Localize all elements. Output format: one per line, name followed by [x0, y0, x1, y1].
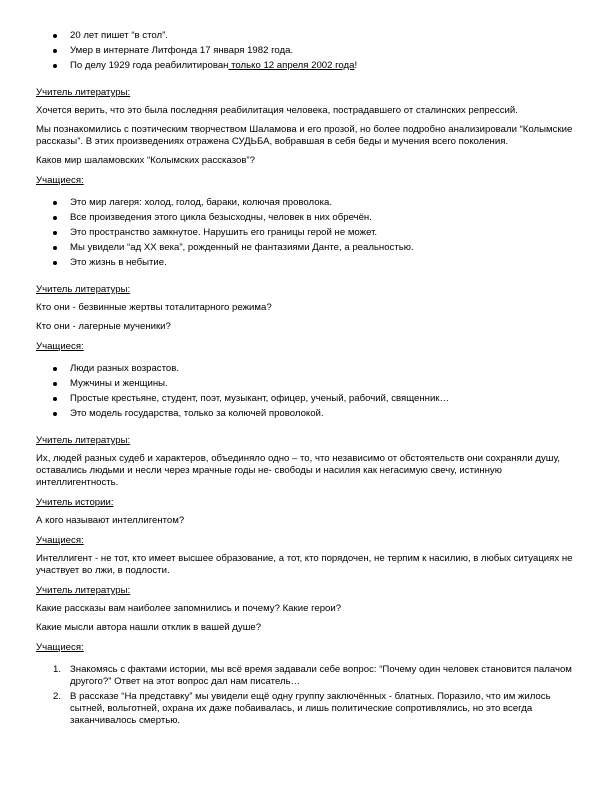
item-number: 1. [53, 664, 62, 675]
paragraph: Интеллигент - не тот, кто имеет высшее образование, а тот, кто порядочен, не терпим к насилию, в любых ситуациях не участвует во лжи, в подлости. [36, 553, 573, 576]
speaker-heading: Учитель литературы: [36, 87, 131, 98]
paragraph: Какие рассказы вам наиболее запомнились и почему? Какие герои? [36, 603, 342, 614]
list-item: Это модель государства, только за колючей проволокой. [36, 408, 576, 420]
rehab-date: только 12 апреля 2002 года [228, 60, 355, 71]
speaker-heading: Учащиеся: [36, 175, 84, 186]
speaker-heading: Учащиеся: [36, 341, 84, 352]
speaker-heading: Учитель литературы: [36, 585, 131, 596]
paragraph: Кто они - лагерные мученики? [36, 321, 171, 332]
students-bullet-list [36, 197, 576, 269]
paragraph: Мы познакомились с поэтическим творчеством Шаламова и его прозой, но более подробно анализировали “Колымские рассказы”. В этих произведениях отражена СУДЬБА, вобравшая в себя беды и мучения всего поколения. [36, 124, 573, 147]
paragraph: Каков мир шаламовских “Колымских рассказов”? [36, 155, 255, 166]
list-item: Умер в интернате Литфонда 17 января 1982 года. [36, 45, 576, 57]
speaker-heading: Учащиеся: [36, 642, 84, 653]
list-item [36, 664, 576, 688]
item-number: 2. [53, 691, 62, 702]
speaker-heading: Учитель литературы: [36, 435, 131, 446]
item-text: Знакомясь с фактами истории, мы всё время задавали себе вопрос: “Почему один человек становится палачом другого?” Ответ на этот вопрос дал нам писатель… [70, 664, 572, 687]
speaker-heading: Учитель истории: [36, 497, 114, 508]
list-item [36, 691, 576, 727]
list-item: Это жизнь в небытие. [36, 257, 576, 269]
speaker-heading: Учитель литературы: [36, 284, 131, 295]
paragraph: Хочется верить, что это была последняя реабилитация человека, пострадавшего от сталинских репрессий. [36, 105, 518, 116]
document-body [36, 30, 576, 730]
paragraph: Какие мысли автора нашли отклик в вашей душе? [36, 622, 262, 633]
list-item: Это пространство замкнутое. Нарушить его границы герой не может. [36, 227, 576, 239]
list-item: Все произведения этого цикла безысходны, человек в них обречён. [36, 212, 576, 224]
paragraph: А кого называют интеллигентом? [36, 515, 185, 526]
intro-bullet-list [36, 30, 576, 72]
rehab-text: По делу 1929 года реабилитирован [70, 60, 229, 71]
list-item: 20 лет пишет “в стол”. [36, 30, 576, 42]
speaker-heading: Учащиеся: [36, 535, 84, 546]
list-item: Люди разных возрастов. [36, 363, 576, 375]
list-item: Мужчины и женщины. [36, 378, 576, 390]
list-item: Это мир лагеря: холод, голод, бараки, колючая проволока. [36, 197, 576, 209]
students-bullet-list [36, 363, 576, 420]
students-numbered-list [36, 664, 576, 727]
list-item: Мы увидели “ад XX века”, рожденный не фантазиями Данте, а реальностью. [36, 242, 576, 254]
item-text: В рассказе “На представку” мы увидели ещё одну группу заключённых - блатных. Поразило, что им жилось сытней, вольготней, охрана их даже побаивалась, и лишь политические сопротивлялись, но это всегда заканчивалось смертью. [70, 691, 551, 726]
paragraph: Кто они - безвинные жертвы тоталитарного режима? [36, 302, 272, 313]
list-item: Простые крестьяне, студент, поэт, музыкант, офицер, ученый, рабочий, священник… [36, 393, 576, 405]
paragraph: Их, людей разных судеб и характеров, объединяло одно – то, что независимо от обстоятельств они сохраняли душу, оставались людьми и несли через мрачные годы не- свободы и насилия как негасимую свечу, истинную интеллигентность. [36, 453, 560, 488]
list-item [36, 60, 576, 72]
rehab-exclamation: ! [354, 60, 358, 71]
